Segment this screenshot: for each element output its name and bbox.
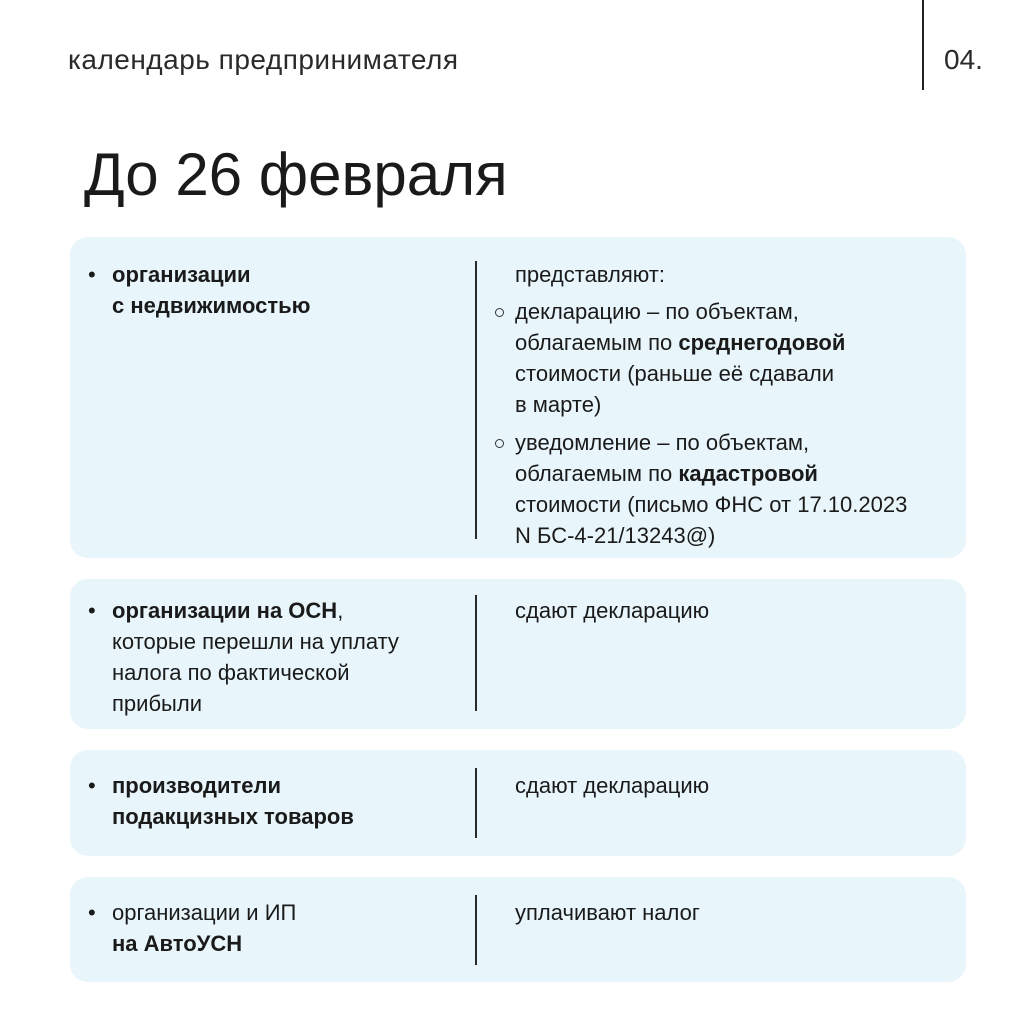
column-divider [475,261,477,539]
card-left [88,770,472,832]
header-title: календарь предпринимателя [68,44,459,75]
item-text: стоимости (письмо ФНС от 17.10.2023 [515,492,908,517]
card-osn [70,579,966,729]
card-subject-text: прибыли [112,691,202,716]
card-action-intro: представляют: [515,262,665,287]
item-text: стоимости (раньше её сдавали [515,361,835,386]
column-divider [475,895,477,965]
card-left [88,259,472,321]
item-text: в марте) [515,392,602,417]
item-text: облагаемым по [515,461,679,486]
card-subject-bold: подакцизных товаров [112,804,354,829]
bullet-icon: • [88,598,96,623]
column-divider [475,595,477,711]
bullet-icon: • [88,773,96,798]
item-text: N БС-4-21/13243@) [515,523,716,548]
item-bold: среднегодовой [678,330,846,355]
card-subject-bold: с недвижимостью [112,293,311,318]
page-title: До 26 февраля [84,141,508,208]
item-text: декларацию – по объектам, [515,299,799,324]
circle-bullet-icon [495,308,504,317]
column-divider [475,768,477,838]
card-right [515,259,955,558]
item-text: облагаемым по [515,330,679,355]
card-subject-bold: на АвтоУСН [112,931,243,956]
item-text: уведомление – по объектам, [515,430,810,455]
bullet-icon: • [88,900,96,925]
header-divider [922,0,924,90]
card-action: уплачивают налог [515,900,700,925]
sub-list [515,296,955,551]
card-real-estate [70,237,966,558]
page-number: 04. [944,44,983,75]
circle-bullet-icon [495,439,504,448]
list-item [515,427,955,551]
item-bold: кадастровой [678,461,818,486]
card-excise [70,750,966,856]
card-action: сдают декларацию [515,773,710,798]
card-subject-bold: организации [112,262,251,287]
card-subject-text: , [337,598,344,623]
card-left [88,897,472,959]
list-item [515,296,955,420]
card-subject-bold: производители [112,773,282,798]
card-subject-text: налога по фактической [112,660,350,685]
card-subject-text: организации и ИП [112,900,297,925]
card-action: сдают декларацию [515,598,710,623]
card-subject-text: которые перешли на уплату [112,629,399,654]
card-subject-bold: организации на ОСН [112,598,338,623]
card-left [88,595,472,719]
bullet-icon: • [88,262,96,287]
card-autousn [70,877,966,982]
